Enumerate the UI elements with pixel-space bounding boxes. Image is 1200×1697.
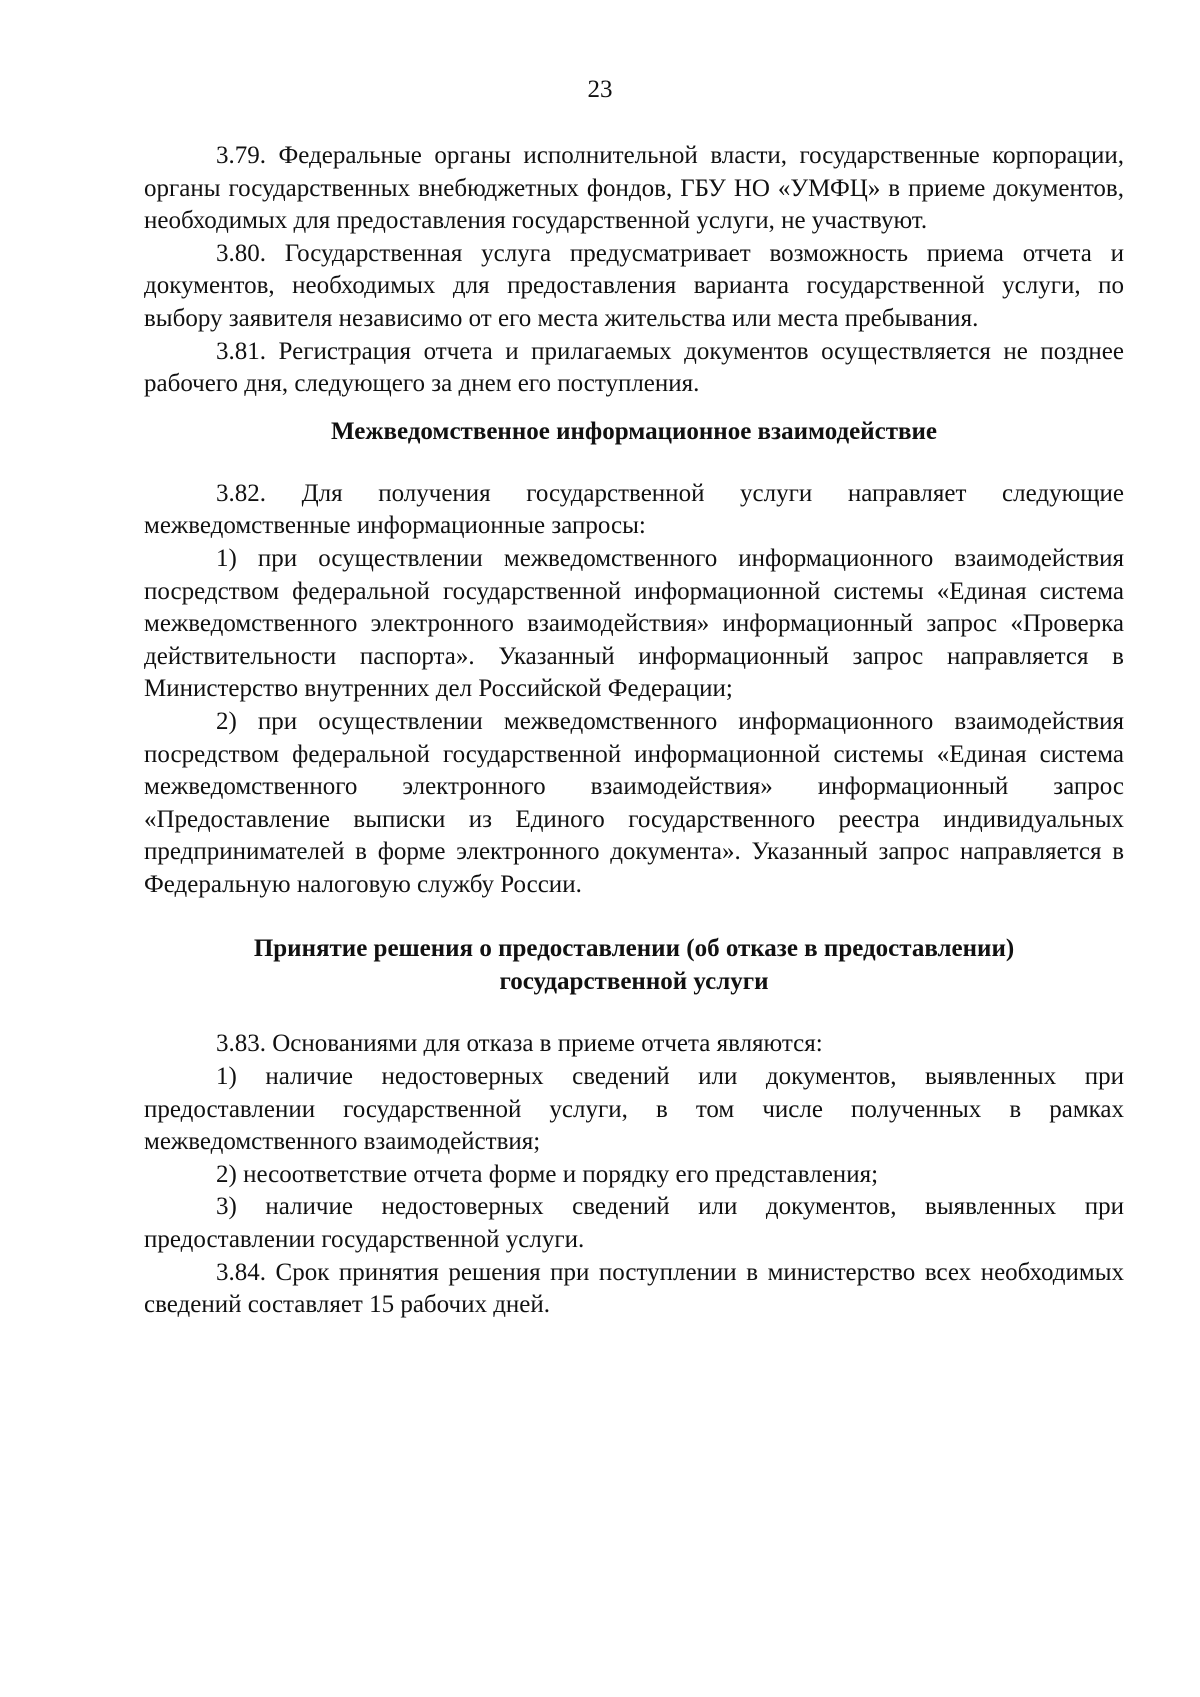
list-item-refusal-1: 1) наличие недостоверных сведений или документов, выявленных при предоставлении государственной услуги, в том числе полученных в рамках межведомственного взаимодействия;: [144, 1063, 1124, 1156]
paragraph-3-83: 3.83. Основаниями для отказа в приеме отчета являются:: [216, 1030, 823, 1058]
paragraph-3-84: 3.84. Срок принятия решения при поступлении в министерство всех необходимых сведений составляет 15 рабочих дней.: [144, 1258, 1124, 1319]
paragraph-3-79: 3.79. Федеральные органы исполнительной власти, государственные корпорации, органы государственных внебюджетных фондов, ГБУ НО «УМФЦ» в приеме документов, необходимых для предоставления государственной услуги, не участвуют.: [144, 142, 1124, 235]
paragraph-3-80: 3.80. Государственная услуга предусматривает возможность приема отчета и документов, необходимых для предоставления варианта государственной услуги, по выбору заявителя независимо от его места жительства или места пребывания.: [144, 239, 1124, 332]
paragraph-3-81: 3.81. Регистрация отчета и прилагаемых документов осуществляется не позднее рабочего дня, следующего за днем его поступления.: [144, 337, 1124, 398]
list-item-refusal-3: 3) наличие недостоверных сведений или документов, выявленных при предоставлении государственной услуги.: [144, 1193, 1124, 1254]
document-body: [144, 140, 1124, 1322]
page-number: 23: [587, 76, 613, 103]
list-item-1-passport: 1) при осуществлении межведомственного информационного взаимодействия посредством федеральной государственной информационной системы «Единая система межведомственного электронного взаимодействия» информационный запрос «Проверка действительности паспорта». Указанный информационный запрос направляется в Министерство внутренних дел Российской Федерации;: [144, 544, 1124, 703]
section-heading-decision: [144, 932, 1124, 998]
section-heading-decision-line1: Принятие решения о предоставлении (об отказе в предоставлении): [253, 935, 1015, 963]
section-heading-interagency: Межведомственное информационное взаимодействие: [331, 417, 937, 445]
paragraph-3-82: 3.82. Для получения государственной услуги направляет следующие межведомственные информационные запросы:: [144, 479, 1124, 540]
list-item-2-egrip: 2) при осуществлении межведомственного информационного взаимодействия посредством федеральной государственной информационной системы «Единая система межведомственного электронного взаимодействия» информационный запрос «Предоставление выписки из Единого государственного реестра индивидуальных предпринимателей в форме электронного документа». Указанный запрос направляется в Федеральную налоговую службу России.: [144, 707, 1124, 898]
section-heading-decision-line2: государственной услуги: [499, 968, 769, 996]
list-item-refusal-2: 2) несоответствие отчета форме и порядку его представления;: [216, 1160, 879, 1188]
